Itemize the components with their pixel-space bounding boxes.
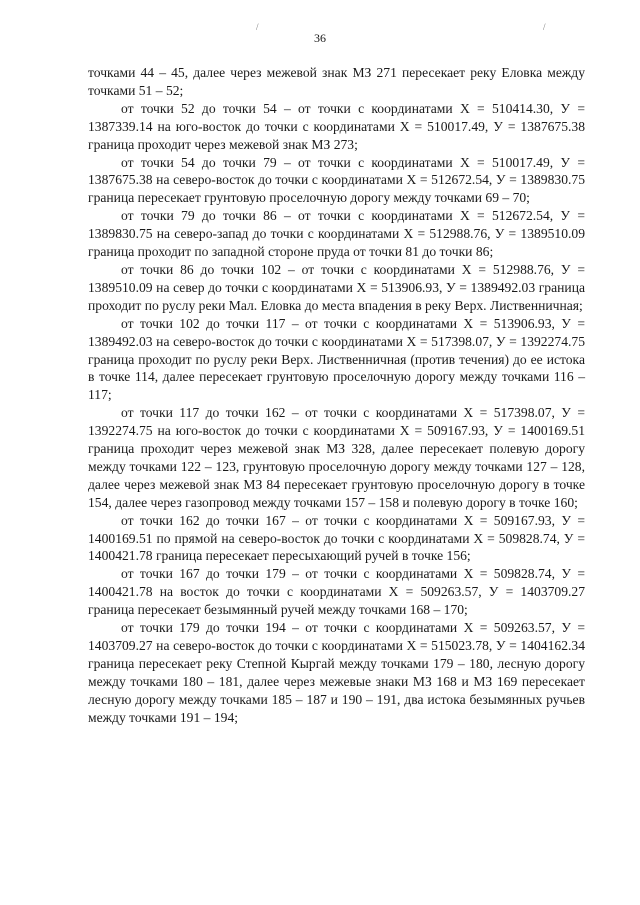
scan-mark: / <box>256 22 259 32</box>
paragraph: от точки 54 до точки 79 – от точки с координатами Х = 510017.49, У = 1387675.38 на северо-восток до точки с координатами Х = 512672.54, У = 1389830.75 граница пересекает грунтовую проселочную дорогу между точками 69 – 70; <box>88 154 585 206</box>
scan-mark: / <box>543 22 546 32</box>
paragraph: точками 44 – 45, далее через межевой знак МЗ 271 пересекает реку Еловка между точками 51 – 52; <box>88 65 585 98</box>
paragraph: от точки 179 до точки 194 – от точки с координатами Х = 509263.57, У = 1403709.27 на северо-восток до точки с координатами Х = 515023.78, У = 1404162.34 граница пересекает реку Степной Кыргай между точками 179 – 180, лесную дорогу между точками 180 – 181, далее через межевые знаки МЗ 168 и МЗ 169 пересекает лесную дорогу между точками 185 – 187 и 190 – 191, два истока безымянных ручьев между точками 191 – 194; <box>88 620 585 725</box>
paragraph: от точки 86 до точки 102 – от точки с координатами Х = 512988.76, У = 1389510.09 на север до точки с координатами Х = 513906.93, У = 1389492.03 граница проходит по руслу реки Мал. Еловка до места впадения в реку Верх. Лиственничная; <box>88 261 585 313</box>
paragraph: от точки 79 до точки 86 – от точки с координатами Х = 512672.54, У = 1389830.75 на северо-запад до точки с координатами Х = 512988.76, У = 1389510.09 граница проходит по западной стороне пруда от точки 81 до точки 86; <box>88 208 585 260</box>
paragraph: от точки 52 до точки 54 – от точки с координатами Х = 510414.30, У = 1387339.14 на юго-восток до точки с координатами Х = 510017.49, У = 1387675.38 граница проходит через межевой знак МЗ 273; <box>88 100 585 152</box>
paragraph: от точки 102 до точки 117 – от точки с координатами Х = 513906.93, У = 1389492.03 на северо-восток до точки с координатами Х = 517398.07, У = 1392274.75 граница проходит по руслу реки Верх. Лиственничная (против течения) до ее истока в точке 114, далее пересекает грунтовую проселочную дорогу между точками 116 – 117; <box>88 315 585 403</box>
document-body <box>88 64 585 727</box>
page-number: 36 <box>314 31 326 45</box>
paragraph: от точки 167 до точки 179 – от точки с координатами Х = 509828.74, У = 1400421.78 на восток до точки с координатами Х = 509263.57, У = 1403709.27 граница пересекает безымянный ручей между точками 168 – 170; <box>88 566 585 618</box>
paragraph: от точки 162 до точки 167 – от точки с координатами Х = 509167.93, У = 1400169.51 по прямой на северо-восток до точки с координатами Х = 509828.74, У = 1400421.78 граница пересекает пересыхающий ручей в точке 156; <box>88 512 585 564</box>
paragraph: от точки 117 до точки 162 – от точки с координатами Х = 517398.07, У = 1392274.75 на юго-восток до точки с координатами Х = 509167.93, У = 1400169.51 граница проходит через межевой знак МЗ 328, далее пересекает полевую дорогу между точками 122 – 123, грунтовую проселочную дорогу между точками 127 – 128, далее через межевой знак МЗ 84 пересекает грунтовую проселочную дорогу в точке 154, далее через газопровод между точками 157 – 158 и полевую дорогу в точке 160; <box>88 405 585 510</box>
